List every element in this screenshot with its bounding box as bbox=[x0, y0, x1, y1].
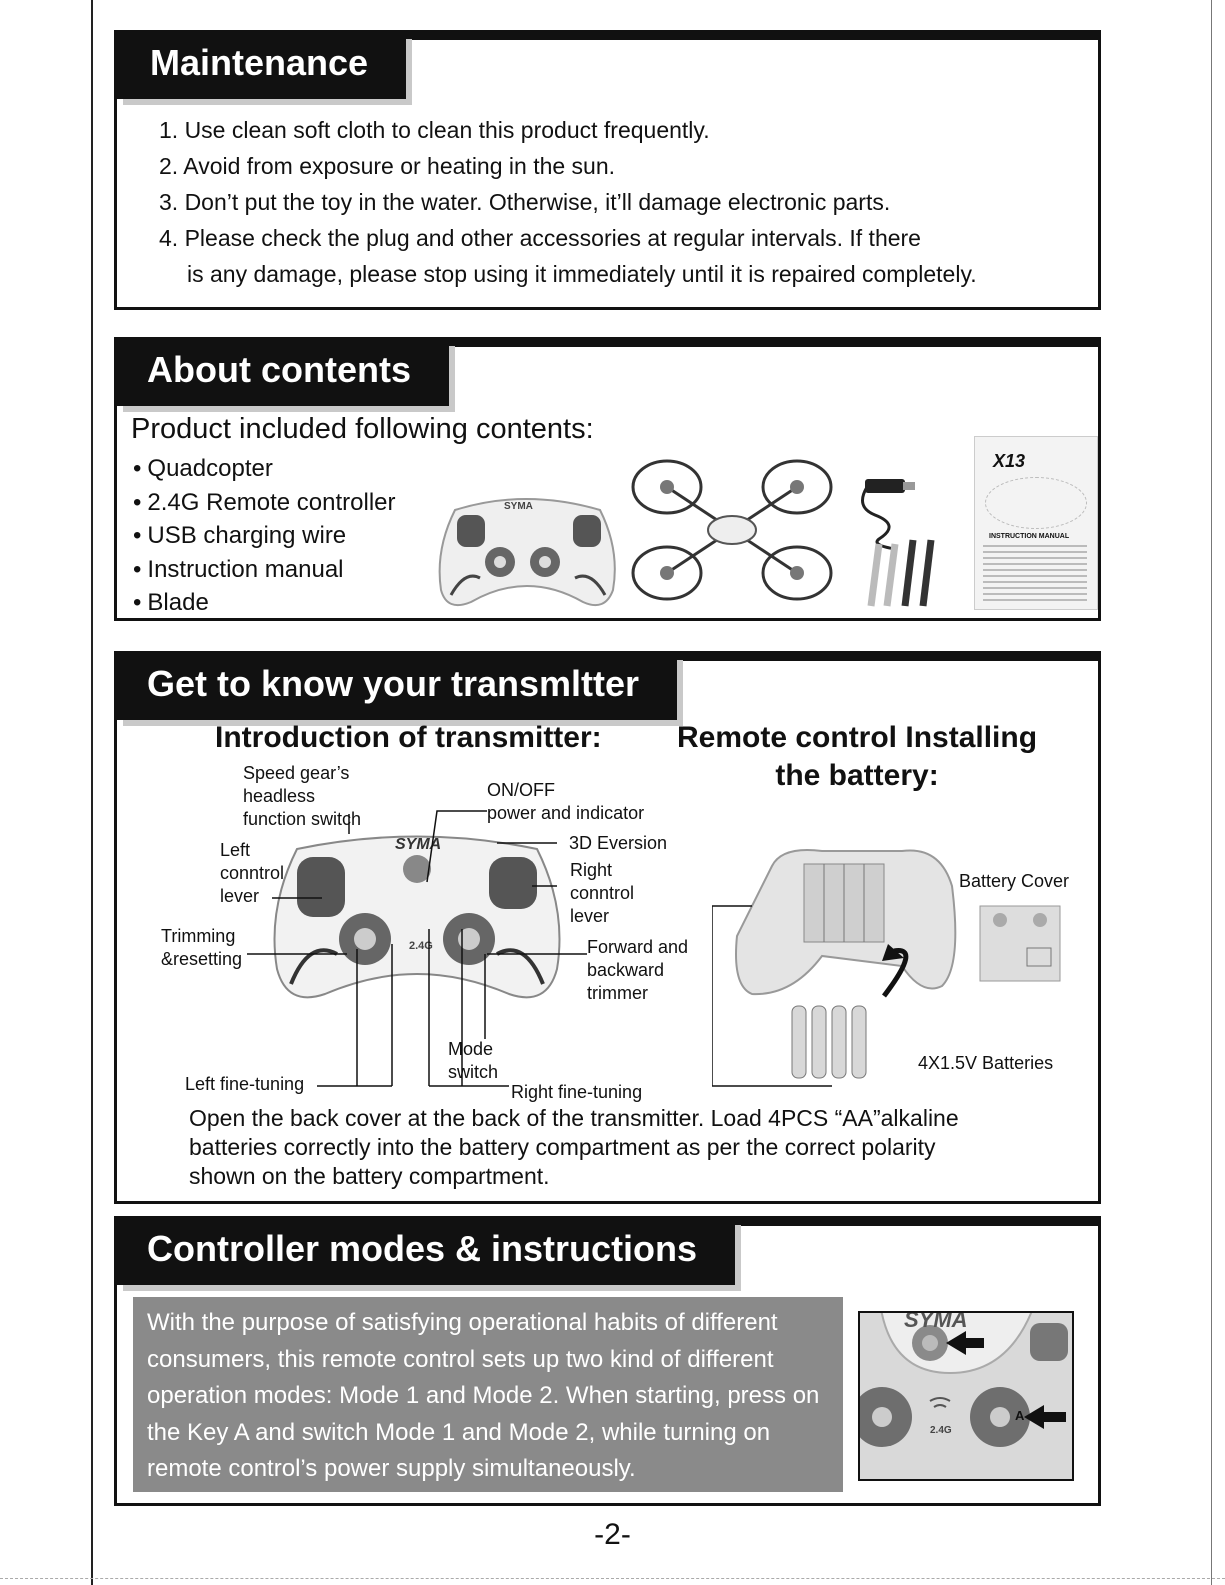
label-right-fine-tuning: Right fine-tuning bbox=[511, 1082, 643, 1102]
transmitter-title: Get to know your transmltter bbox=[117, 654, 677, 720]
list-item: is any damage, please stop using it immediately until it is repaired completely. bbox=[187, 261, 977, 287]
modes-freq: 2.4G bbox=[930, 1425, 952, 1436]
page-number: -2- bbox=[594, 1518, 631, 1551]
modes-key-label: A bbox=[1015, 1408, 1025, 1423]
modes-section bbox=[114, 1216, 1101, 1506]
list-item: • Quadcopter bbox=[133, 452, 396, 486]
battery-note: Open the back cover at the back of the transmitter. Load 4PCS “AA”alkaline batteries correctly into the battery compartment as per the correct polarity shown on the battery compartment. bbox=[189, 1105, 959, 1189]
list-item: • 2.4G Remote controller bbox=[133, 486, 396, 520]
maintenance-section bbox=[114, 30, 1101, 310]
label-right-control: Right conntrol lever bbox=[570, 860, 635, 926]
modes-title: Controller modes & instructions bbox=[117, 1219, 735, 1285]
list-item: 3. Don’t put the toy in the water. Otherwise, it’ll damage electronic parts. bbox=[159, 189, 891, 215]
label-3d-eversion: 3D Eversion bbox=[569, 833, 668, 853]
intro-heading: Introduction of transmitter: bbox=[215, 721, 602, 754]
label-forward-backward: Forward and backward trimmer bbox=[587, 937, 689, 1003]
contents-intro: Product included following contents: bbox=[131, 413, 594, 445]
maintenance-list bbox=[159, 112, 977, 292]
list-item: 1. Use clean soft cloth to clean this product frequently. bbox=[159, 117, 710, 143]
contents-list bbox=[133, 452, 396, 620]
list-item: • Blade bbox=[133, 586, 396, 620]
contents-section bbox=[114, 337, 1101, 621]
quadcopter-image bbox=[627, 455, 837, 605]
controller-brand: SYMA bbox=[504, 501, 533, 512]
modes-photo-drawing bbox=[860, 1313, 1072, 1479]
list-item: • USB charging wire bbox=[133, 519, 396, 553]
manual-title: INSTRUCTION MANUAL bbox=[989, 533, 1070, 540]
transmitter-brand: SYMA bbox=[395, 836, 442, 853]
battery-heading: Remote control Installing the battery: bbox=[677, 721, 1038, 792]
modes-text: With the purpose of satisfying operational habits of different consumers, this remote control sets up two kind of different operation modes: Mode 1 and Mode 2. When starting, press on the Key A and switch Mode 1 and Mode 2, while turning on remote control’s power supply simultaneously. bbox=[133, 1297, 843, 1492]
label-mode-switch: Mode switch bbox=[448, 1039, 499, 1082]
transmitter-freq: 2.4G bbox=[409, 940, 433, 952]
modes-photo-brand: SYMA bbox=[904, 1311, 968, 1332]
blades-image bbox=[865, 536, 940, 611]
label-left-control: Left conntrol lever bbox=[220, 840, 285, 906]
list-item: 2. Avoid from exposure or heating in the sun. bbox=[159, 153, 616, 179]
modes-photo bbox=[858, 1311, 1074, 1481]
label-battery-cover: Battery Cover bbox=[959, 871, 1070, 891]
label-left-fine-tuning: Left fine-tuning bbox=[185, 1074, 305, 1094]
transmitter-section bbox=[114, 651, 1101, 1204]
list-item: 4. Please check the plug and other accessories at regular intervals. If there bbox=[159, 225, 921, 251]
contents-title: About contents bbox=[117, 340, 449, 406]
page-edge-right bbox=[1211, 0, 1212, 1585]
label-onoff: ON/OFF power and indicator bbox=[487, 780, 645, 823]
maintenance-title: Maintenance bbox=[117, 33, 406, 99]
page-edge-left bbox=[91, 0, 93, 1585]
label-batteries: 4X1.5V Batteries bbox=[918, 1053, 1054, 1073]
page-bottom-line bbox=[0, 1578, 1225, 1579]
label-trimming: Trimming &resetting bbox=[161, 926, 243, 969]
manual-brand: X13 bbox=[993, 451, 1026, 471]
label-speed-gear: Speed gear’s headless function switch bbox=[243, 763, 362, 829]
manual-image bbox=[974, 436, 1098, 610]
list-item: • Instruction manual bbox=[133, 553, 396, 587]
